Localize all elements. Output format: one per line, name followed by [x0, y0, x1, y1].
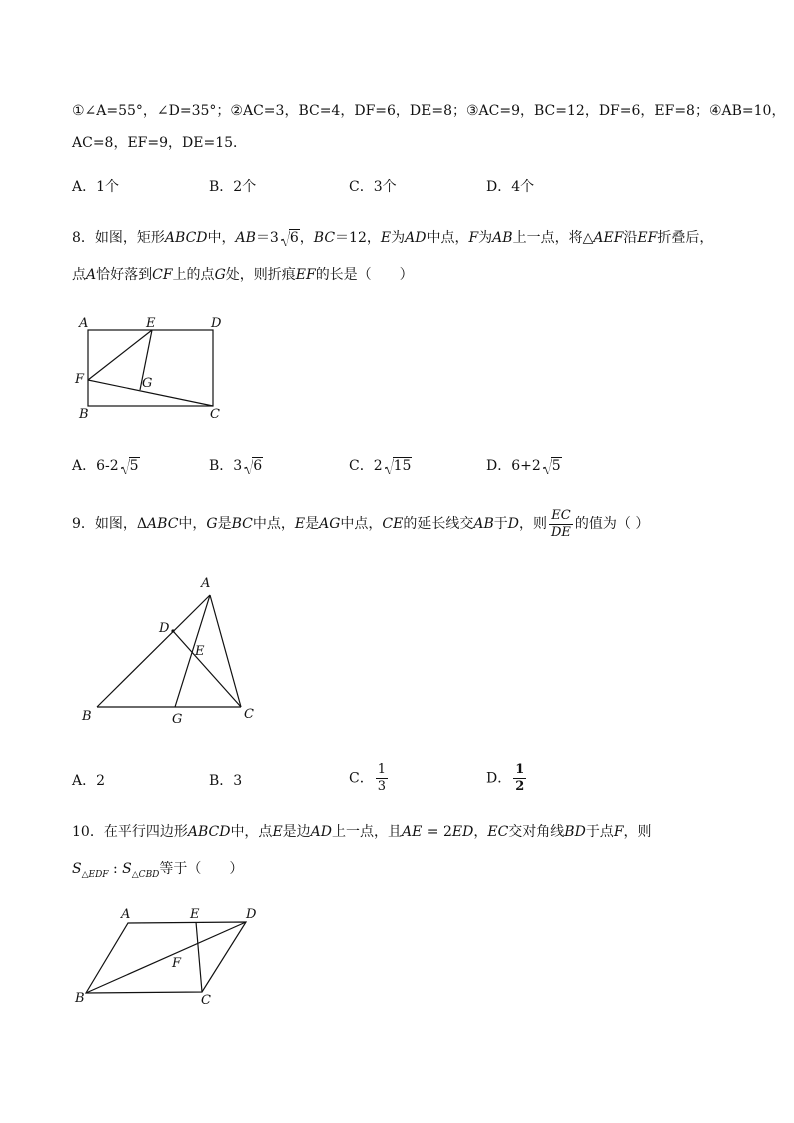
q7-conditions-line1: ①∠A=55°，∠D=35°；②AC=3，BC=4，DF=6，DE=8；③AC=9，BC=12，DF=6，EF=8；④AB=10，	[72, 103, 786, 119]
segment-fe	[88, 330, 152, 380]
segment-ec	[196, 922, 202, 992]
label-a: A	[79, 316, 89, 331]
label-b: B	[75, 991, 85, 1006]
q8-figure-rectangle	[70, 312, 230, 422]
q10-stem-line2: $S_{\triangle EDF}$ : $S_{\triangle CBD}$等于（ ）	[72, 861, 244, 880]
q8-sqrt: 6	[281, 228, 300, 248]
label-e: E	[190, 907, 200, 922]
q10-stem-line1: 10．在平行四边形ABCD中，点E是边AD上一点，且AE = 2ED，EC交对角线BD于点F，则	[72, 824, 652, 840]
q9-option-a: A．2	[72, 773, 106, 789]
q7-option-b: B．2个	[209, 179, 257, 195]
q8-option-a: A．6-2 5	[72, 458, 139, 474]
q7-option-a: A．1个	[72, 179, 120, 195]
q9-figure-triangle	[75, 570, 265, 730]
label-d: D	[246, 907, 257, 922]
q9-option-d: D． $\frac{1}{2}$	[486, 762, 525, 794]
q8-option-d: D．6+2 5	[486, 458, 561, 474]
label-f: F	[75, 372, 85, 387]
q7-option-d: D．4个	[486, 179, 535, 195]
label-b: B	[82, 709, 92, 724]
point-d	[171, 629, 174, 632]
label-c: C	[244, 707, 254, 722]
label-e: E	[195, 644, 205, 659]
q9-stem: 9．如图，ΔABC中，G是BC中点，E是AG中点，CE的延长线交AB于D，则 $\frac{EC}{DE}$ 的值为（ ）	[72, 507, 650, 540]
rectangle-abcd	[88, 330, 213, 406]
diagonal-bd	[86, 922, 246, 993]
q8-option-c: C．2 15	[349, 458, 412, 474]
label-d: D	[159, 621, 170, 636]
q8-option-b: B．3 6	[209, 458, 263, 474]
q9-option-b: B．3	[209, 773, 243, 789]
q10-figure-parallelogram	[70, 905, 270, 1010]
label-g: G	[172, 712, 183, 727]
label-g: G	[142, 376, 153, 391]
label-d: D	[211, 316, 222, 331]
label-f: F	[172, 956, 182, 971]
label-a: A	[201, 576, 211, 591]
q9-option-c: C． $\frac{1}{3}$	[349, 762, 386, 794]
q7-conditions-line2: AC=8，EF=9，DE=15．	[72, 135, 248, 151]
label-e: E	[146, 316, 156, 331]
label-c: C	[201, 993, 211, 1008]
label-b: B	[79, 407, 89, 422]
label-a: A	[121, 907, 131, 922]
q7-option-c: C．3个	[349, 179, 397, 195]
q9-fraction: $\frac{EC}{DE}$	[550, 507, 571, 540]
label-c: C	[210, 407, 220, 422]
q8-stem-line1: 8．如图，矩形ABCD中，AB＝3 6，BC＝12，E为AD中点，F为AB上一点，将△AEF沿EF折叠后，	[72, 230, 714, 246]
q8-stem-line2: 点A恰好落到CF上的点G处，则折痕EF的长是（ ）	[72, 267, 414, 283]
